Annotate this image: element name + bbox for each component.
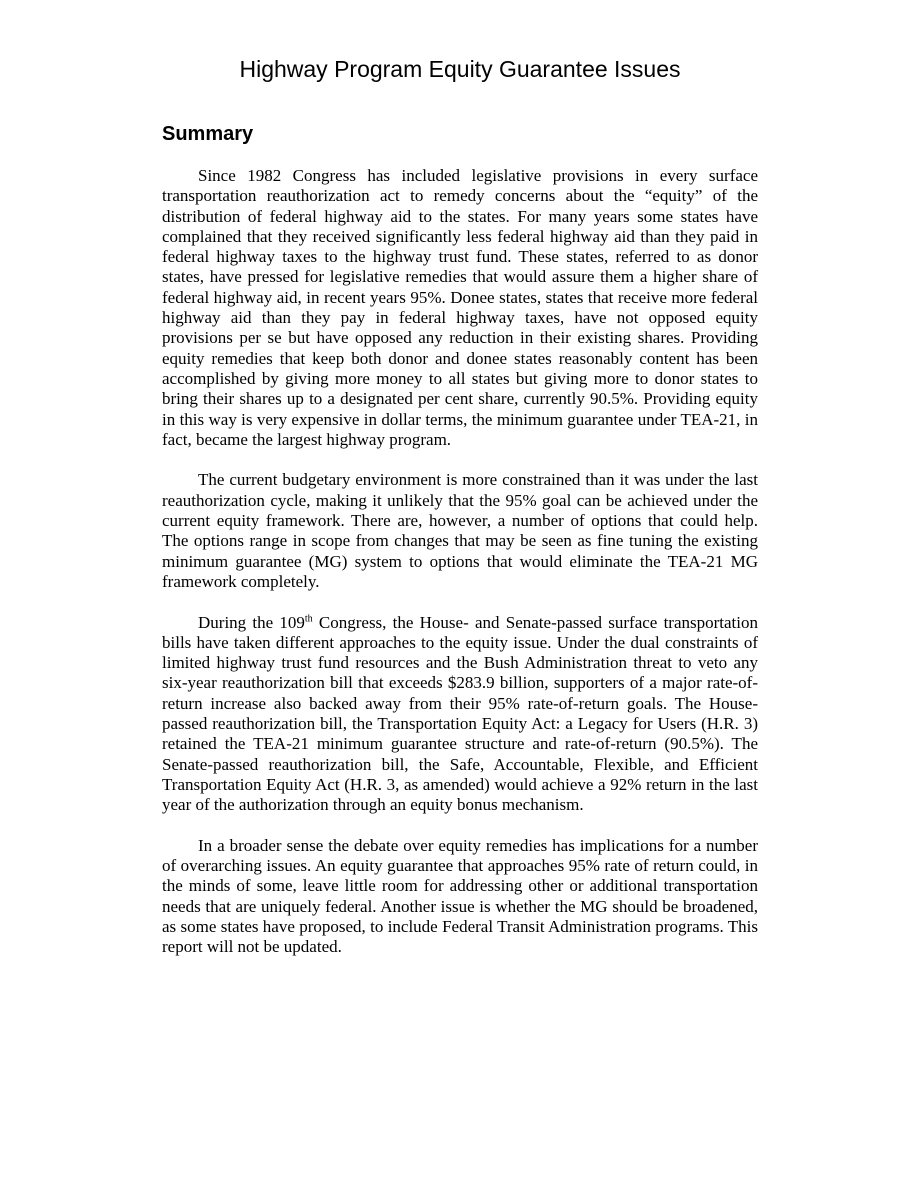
summary-paragraph-2: The current budgetary environment is more constrained than it was under the last reauthorization cycle, making it unlikely that the 95% goal can be achieved under the current equity framework. There are, however, a number of options that could help. The options range in scope from changes that may be seen as fine tuning the existing minimum guarantee (MG) system to options that would eliminate the TEA-21 MG framework completely. xyxy=(162,470,758,591)
summary-paragraph-3 xyxy=(162,613,758,816)
summary-body xyxy=(162,166,758,978)
paragraph-3-text-start: During the 109 xyxy=(198,612,305,632)
section-heading-summary: Summary xyxy=(162,123,254,145)
paragraph-3-text-rest: Congress, the House- and Senate-passed surface transportation bills have taken different approaches to the equity issue. Under the dual constraints of limited highway trust fund resources and the Bush Administration threat to veto any six-year reauthorization bill that exceeds $283.9 billion, supporters of a major rate-of-return increase also backed away from their 95% rate-of-return goals. The House-passed reauthorization bill, the Transportation Equity Act: a Legacy for Users (H.R. 3) retained the TEA-21 minimum guarantee structure and rate-of-return (90.5%). The Senate-passed reauthorization bill, the Safe, Accountable, Flexible, and Efficient Transportation Equity Act (H.R. 3, as amended) would achieve a 92% return in the last year of the authorization through an equity bonus mechanism. xyxy=(162,612,758,815)
ordinal-superscript: th xyxy=(304,612,313,624)
summary-paragraph-4: In a broader sense the debate over equity remedies has implications for a number of overarching issues. An equity guarantee that approaches 95% rate of return could, in the minds of some, leave little room for addressing other or additional transportation needs that are uniquely federal. Another issue is whether the MG should be broadened, as some states have proposed, to include Federal Transit Administration programs. This report will not be updated. xyxy=(162,835,758,957)
document-title: Highway Program Equity Guarantee Issues xyxy=(239,56,681,82)
summary-paragraph-1: Since 1982 Congress has included legislative provisions in every surface transportation reauthorization act to remedy concerns about the “equity” of the distribution of federal highway aid to the states. For many years some states have complained that they received significantly less federal highway aid than they paid in federal highway taxes to the highway trust fund. These states, referred to as donor states, have pressed for legislative remedies that would assure them a higher share of federal highway aid, in recent years 95%. Donee states, states that receive more federal highway aid than they pay in federal highway taxes, have not opposed equity provisions per se but have opposed any reduction in their existing shares. Providing equity remedies that keep both donor and donee states reasonably content has been accomplished by giving more money to all states but giving more to donor states to bring their shares up to a designated per cent share, currently 90.5%. Providing equity in this way is very expensive in dollar terms, the minimum guarantee under TEA-21, in fact, became the largest highway program. xyxy=(162,166,758,449)
